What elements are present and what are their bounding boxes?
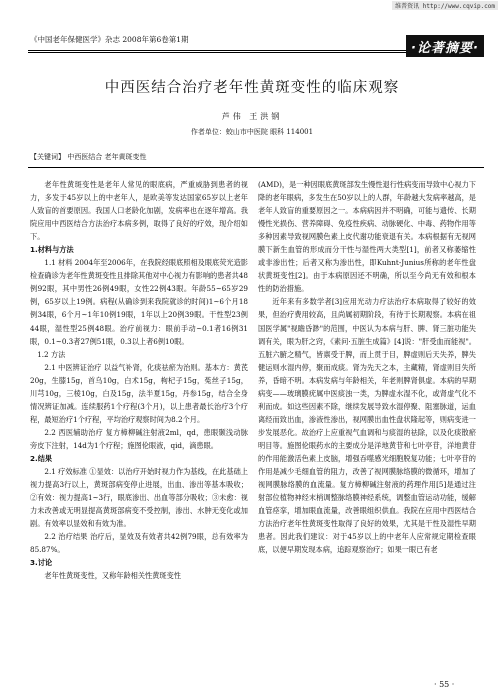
body-paragraph: 1.1 材料 2004年至2006年，在我院经眼底照相及眼底荧光造影检查确诊为老年性黄斑变性且排除其他对中心视力有影响的患者共48例92眼，其中男性26例49眼，女性22例43眼。年龄55~65岁29例，65岁以上19例。病程(从确诊到来我院就诊的时间)1~6个月18例34眼，6个月~1年10例19眼，1年以上20例39眼。干性型23例44眼，湿性型25例48眼。治疗前视力：眼前手动~0.1者16例31眼，0.1~0.3者27例51眼，0.3以上者6例10眼。: [30, 258, 248, 346]
section-heading: 3.讨论: [30, 558, 53, 568]
watermark: 维普资讯 http://www.cqvip.com: [392, 1, 498, 10]
page-number: · 55 ·: [434, 680, 455, 689]
article-title: 中西医结合治疗老年性黄斑变性的临床观察: [104, 80, 400, 96]
body-paragraph: (AMD)，是一种因眼底黄斑部发生慢性退行性病变而导致中心视力下降的老年眼病，多发生在50岁以上的人群，年龄越大发病率越高，是老年人致盲的重要原因之一。本病病因并不明确，可能与遗传、长期慢性光损伤、营养障碍、免疫性疾病、动脉硬化、中毒、药物作用等多种因素导致视网膜色素上皮代谢功能衰退有关。本病根据有无视网膜下新生血管的形成而分干性与湿性两大类型[1]，前者又称萎缩性或非渗出性；后者又称为渗出性，即Kuhnt-Junius所称的老年性盘状黄斑变性[2]。由于本病原因还不明确，所以至今尚无有效和根本性的防治措施。: [258, 180, 476, 294]
column-badge: ·论著摘要·: [406, 35, 484, 57]
body-paragraph: 2.1 中医辨证治疗 以益气补肾，化痰祛瘀为治则。基本方：黄芪20g，生膝15g，首乌10g，白术15g，枸杞子15g，菟丝子15g，川芎10g，三棱10g，白及15g，法半夏15g，丹参15g，结合全身情况辨证加减。连续服药1个疗程(3个月)，以上患者最长治疗3个疗程，最短治疗1个疗程，平均治疗观察时间为8.2个月。: [30, 362, 248, 424]
header-rule-thin: [28, 52, 406, 53]
body-column-left: [30, 178, 248, 582]
body-paragraph: 2.1 疗效标准 ①显效：以治疗开始时视力作为基线，在此基础上视力提高3行以上，黄斑部病变停止进展，出血、渗出等基本吸收；②有效：视力提高1~3行，眼底渗出、出血等部分吸收；③未愈：视力未改善或无明显提高黄斑部病变不受控制，渗出、水肿无变化或加剧。有效率以显效和有效为准。: [30, 467, 248, 529]
article-authors: 芦伟 王洪钢: [221, 112, 283, 121]
body-paragraph: 1.2 方法: [37, 349, 66, 359]
body-paragraph: 2.2 西医辅助治疗 复方樟柳碱注射液2ml，qd，患眼颞浅动脉旁皮下注射，14d为1个疗程；施图伦眼液，qid，滴患眼。: [30, 427, 248, 450]
header-rule: [28, 50, 406, 51]
body-column-right: [258, 178, 476, 556]
section-heading: 2.结果: [30, 453, 53, 463]
keywords: 【关键词】 中西医结合 老年黄斑变性: [30, 153, 147, 161]
author-affiliation: 作者单位：蛟山市中医院 眼科 114001: [190, 128, 314, 136]
body-paragraph: 2.2 治疗结果 治疗后，显效及有效者共42例79眼，总有效率为85.87%。: [30, 532, 248, 555]
body-paragraph: 近年来有多数学者[3]应用光动力疗法治疗本病取得了较好的效果，但治疗费用较高，且尚属初期阶段，有待于长期观察。本病在祖国医学属"视瞻昏渺"的范围，中医认为本病与肝、脾、肾三脏功能失调有关，眼为肝之窍，《素问·五脏生成篇》[4]说："肝受血而能视"。五脏六腑之精气，皆禀受于脾，而上贯于目，脾虚则后天失养，脾失健运则水湿内停，聚而成痰。肾为先天之本，主藏精，肾虚则目失所养，昏暗不明。本病发病与年龄相关，年老则脾肾俱虚。本病的早期病变——玻璃膜疣属中医痰浊一类，为脾虚水湿不化，或肾虚气化不利而成。如这些因素不除，继续发展导致水湿停聚、阻塞脉道，运血离经而致出血，渗液性渗出，视网膜出血性盘状隆起等，则病变进一步发展恶化。故治疗上应重视气血调和与痰湿的祛除，以及化痰散瘀明目等。施图伦眼药水的主要成分是洋地黄苷和七叶亭苷，洋地黄苷的作用能激活色素上皮脑，增强吞噬感光细胞脱复功能；七叶亭苷的作用是减少毛细血管的阻力，改善了视网膜脉络膜的微循环，增加了视网膜脉络膜的血流量。复方樟柳碱注射液的药理作用[5]是通过注射部位植物神经末梢调整脉络膜神经系统，调整血管运动功能，缓解血管痉挛，增加眼血流量，改善眼组织供血。我院在应用中西医结合方法治疗老年性黄斑变性取得了良好的效果，尤其是干性及湿性早期患者。因此我们建议：对于45岁以上的中老年人应常规定期检查眼底，以便早期发现本病，追踪观察治疗；如果一眼已有老: [258, 297, 476, 555]
keywords-rule: [28, 167, 484, 168]
section-heading: 1.材料与方法: [30, 245, 74, 255]
body-paragraph: 老年性黄斑变性，又称年龄相关性黄斑变性: [44, 571, 181, 581]
body-paragraph: 老年性黄斑变性是老年人常见的眼底病，严重威胁到患者的视力，多发于45岁以上的中老年人，是欧美等发达国家65岁以上老年人致盲的首要原因。我国人口老龄化加剧，发病率也在逐年增高。我院应用中西医结合方法治疗本病多例，取得了良好的疗效，现介绍如下。: [30, 180, 248, 242]
journal-header: 《中国老年保健医学》杂志 2008年第6卷第1期: [30, 35, 189, 44]
